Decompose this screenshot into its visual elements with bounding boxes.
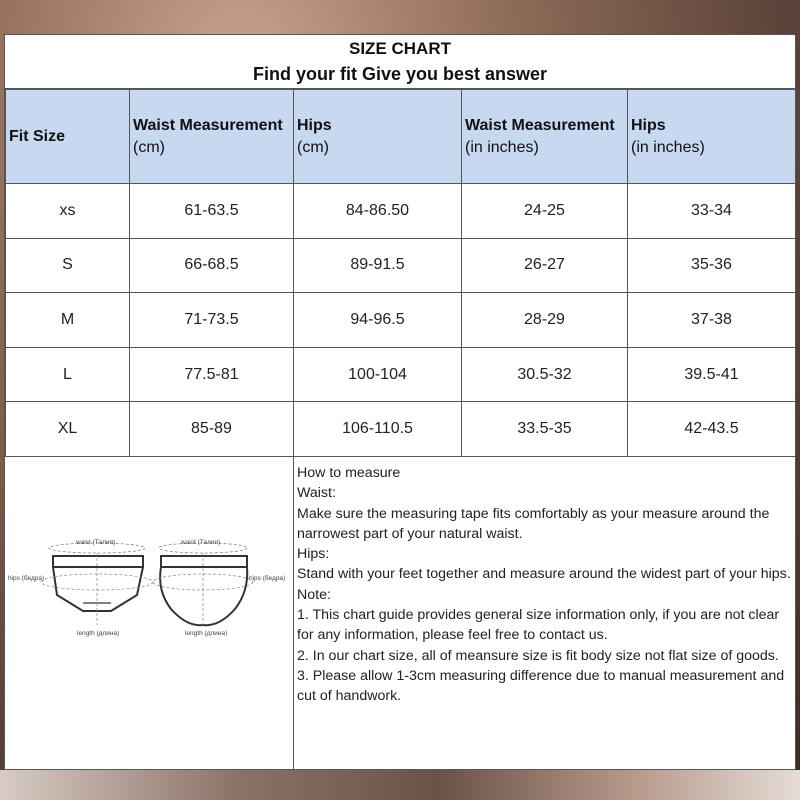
cell-hips-cm: 89-91.5: [294, 238, 462, 293]
cell-hips-cm: 94-96.5: [294, 293, 462, 348]
cell-hips-in: 33-34: [628, 184, 796, 239]
howto-heading: How to measure: [297, 465, 401, 481]
hips-instructions: Stand with your feet together and measure around the widest part of your hips.: [297, 566, 791, 583]
table-row: [6, 402, 796, 457]
header-hips-cm: Hips (cm): [294, 90, 462, 184]
cell-size: M: [6, 293, 130, 348]
front-waist-label: waist (Талия): [76, 539, 116, 546]
cell-waist-in: 26-27: [462, 238, 628, 293]
briefs-diagram-icon: [5, 457, 294, 770]
measure-section: [5, 456, 795, 769]
table-row: [6, 184, 796, 239]
cell-hips-in: 37-38: [628, 293, 796, 348]
cell-size: XL: [6, 402, 130, 457]
cell-waist-cm: 71-73.5: [130, 293, 294, 348]
cell-hips-cm: 100-104: [294, 347, 462, 402]
title-block: [5, 35, 795, 89]
cell-waist-cm: 85-89: [130, 402, 294, 457]
chart-subtitle: Find your fit Give you best answer: [252, 64, 548, 84]
cell-waist-in: 30.5-32: [462, 347, 628, 402]
front-length-label: length (длина): [77, 630, 120, 637]
back-length-label: length (длина): [185, 630, 228, 637]
note-item: 3. Please allow 1-3cm measuring difference due to manual measurement and cut of handwork.: [297, 667, 785, 705]
waist-instructions: Make sure the measuring tape fits comfortably as your measure around the narrowest part of your natural waist.: [297, 505, 770, 542]
header-row: [6, 90, 796, 184]
back-hips-label: hips (бедра): [249, 575, 286, 582]
table-row: [6, 293, 796, 348]
table-row: [6, 347, 796, 402]
chart-title: SIZE CHART: [349, 39, 451, 58]
waist-label: Waist:: [297, 485, 336, 502]
header-waist-cm: Waist Measurement (cm): [130, 90, 294, 184]
measure-diagram: [5, 457, 294, 770]
cell-size: S: [6, 238, 130, 293]
header-fit-size: Fit Size: [6, 90, 130, 184]
header-waist-in: Waist Measurement (in inches): [462, 90, 628, 184]
size-table: [5, 89, 796, 457]
front-view: [41, 543, 153, 625]
cell-hips-in: 39.5-41: [628, 347, 796, 402]
back-view: [153, 543, 253, 625]
note-item: 1. This chart guide provides general size information only, if you are not clear for any information, please feel free to contact us.: [297, 607, 780, 644]
how-to-measure: [295, 457, 795, 770]
cell-waist-in: 24-25: [462, 184, 628, 239]
background-photo-strip: [0, 770, 800, 800]
cell-hips-cm: 84-86.50: [294, 184, 462, 239]
cell-hips-in: 35-36: [628, 238, 796, 293]
cell-waist-in: 33.5-35: [462, 402, 628, 457]
header-hips-in: Hips (in inches): [628, 90, 796, 184]
cell-hips-cm: 106-110.5: [294, 402, 462, 457]
cell-waist-cm: 61-63.5: [130, 184, 294, 239]
hips-label: Hips:: [297, 546, 330, 563]
cell-waist-cm: 66-68.5: [130, 238, 294, 293]
front-hips-label: hips (бедра): [8, 575, 45, 582]
cell-size: L: [6, 347, 130, 402]
note-label: Note:: [297, 586, 331, 603]
cell-hips-in: 42-43.5: [628, 402, 796, 457]
cell-waist-cm: 77.5-81: [130, 347, 294, 402]
cell-waist-in: 28-29: [462, 293, 628, 348]
table-row: [6, 238, 796, 293]
back-waist-label: waist (Талия): [181, 539, 221, 546]
size-chart-sheet: [4, 34, 796, 770]
cell-size: xs: [6, 184, 130, 239]
note-item: 2. In our chart size, all of meansure size is fit body size not flat size of goods.: [297, 647, 779, 664]
